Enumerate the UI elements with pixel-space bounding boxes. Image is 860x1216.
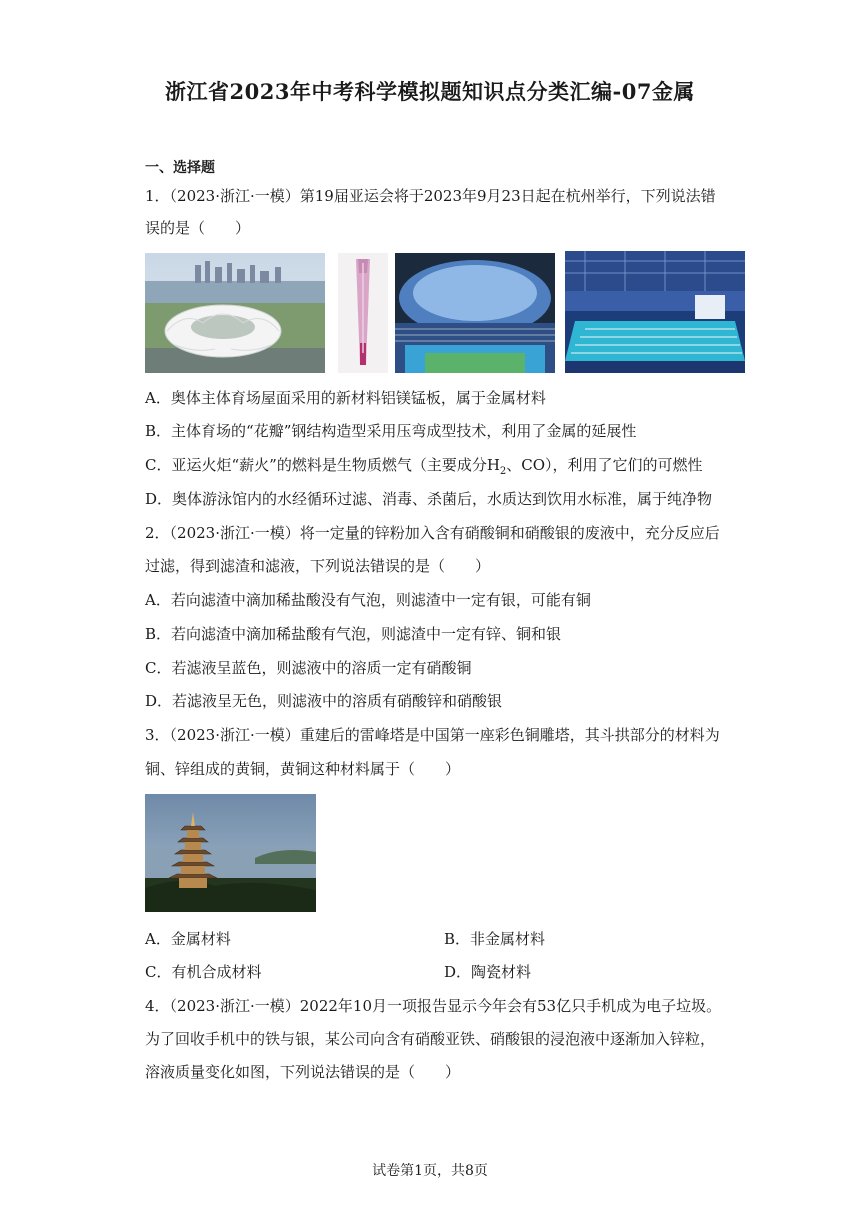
q1-option-c: [145, 455, 703, 482]
q2-option-b: B．若向滤渣中滴加稀盐酸有气泡，则滤渣中一定有锌、铜和银: [145, 625, 562, 643]
q2-stem-line2: 过滤，得到滤渣和滤液，下列说法错误的是（ ）: [145, 557, 491, 575]
q4-stem-line3: 溶液质量变化如图，下列说法错误的是（ ）: [145, 1063, 461, 1081]
q3-stem-line2: 铜、锌组成的黄铜，黄铜这种材料属于（ ）: [145, 760, 461, 778]
section-heading: 一、选择题: [145, 160, 215, 176]
q1-option-a: A．奥体主体育场屋面采用的新材料铝镁锰板，属于金属材料: [145, 389, 546, 407]
q1-option-c-sub: 2: [499, 466, 507, 477]
torch-image: [338, 253, 388, 373]
q4-stem-line1: 4．（2023·浙江·一模）2022年10月一项报告显示今年会有53亿只手机成为电子垃圾。: [145, 997, 722, 1015]
page-title: 浙江省2023年中考科学模拟题知识点分类汇编-07金属: [165, 79, 695, 104]
q1-stem-line2: 误的是（ ）: [145, 219, 251, 237]
stadium-aerial-image: [145, 253, 325, 373]
q1-option-d: D．奥体游泳馆内的水经循环过滤、消毒、杀菌后，水质达到饮用水标准，属于纯净物: [145, 490, 713, 508]
q3-option-a: A．金属材料: [145, 930, 231, 948]
q2-option-d: D．若滤液呈无色，则滤液中的溶质有硝酸锌和硝酸银: [145, 692, 503, 710]
q1-option-b: B．主体育场的“花瓣”钢结构造型采用压弯成型技术，利用了金属的延展性: [145, 422, 637, 440]
stadium-interior-image: [395, 253, 555, 373]
q3-option-b: B．非金属材料: [444, 930, 546, 948]
q3-option-c: C．有机合成材料: [145, 963, 262, 981]
q2-option-a: A．若向滤渣中滴加稀盐酸没有气泡，则滤渣中一定有银，可能有铜: [145, 591, 591, 609]
q2-option-c: C．若滤液呈蓝色，则滤液中的溶质一定有硝酸铜: [145, 659, 472, 677]
page-footer: 试卷第1页，共8页: [372, 1163, 488, 1179]
leifeng-pagoda-image: [145, 794, 316, 912]
q1-option-c-post: 、CO），利用了它们的可燃性: [506, 456, 703, 474]
swimming-pool-image: [565, 251, 745, 373]
q4-stem-line2: 为了回收手机中的铁与银，某公司向含有硝酸亚铁、硝酸银的浸泡液中逐渐加入锌粒，: [145, 1030, 716, 1048]
q1-option-c-pre: C．亚运火炬“薪火”的燃料是生物质燃气（主要成分H: [145, 456, 500, 474]
q2-stem-line1: 2．（2023·浙江·一模）将一定量的锌粉加入含有硝酸铜和硝酸银的废液中，充分反应后: [145, 524, 720, 542]
q3-stem-line1: 3．（2023·浙江·一模）重建后的雷峰塔是中国第一座彩色铜雕塔，其斗拱部分的材料为: [145, 726, 720, 744]
q3-option-d: D．陶瓷材料: [444, 963, 532, 981]
q1-stem-line1: 1．（2023·浙江·一模）第19届亚运会将于2023年9月23日起在杭州举行，下列说法错: [145, 187, 716, 205]
